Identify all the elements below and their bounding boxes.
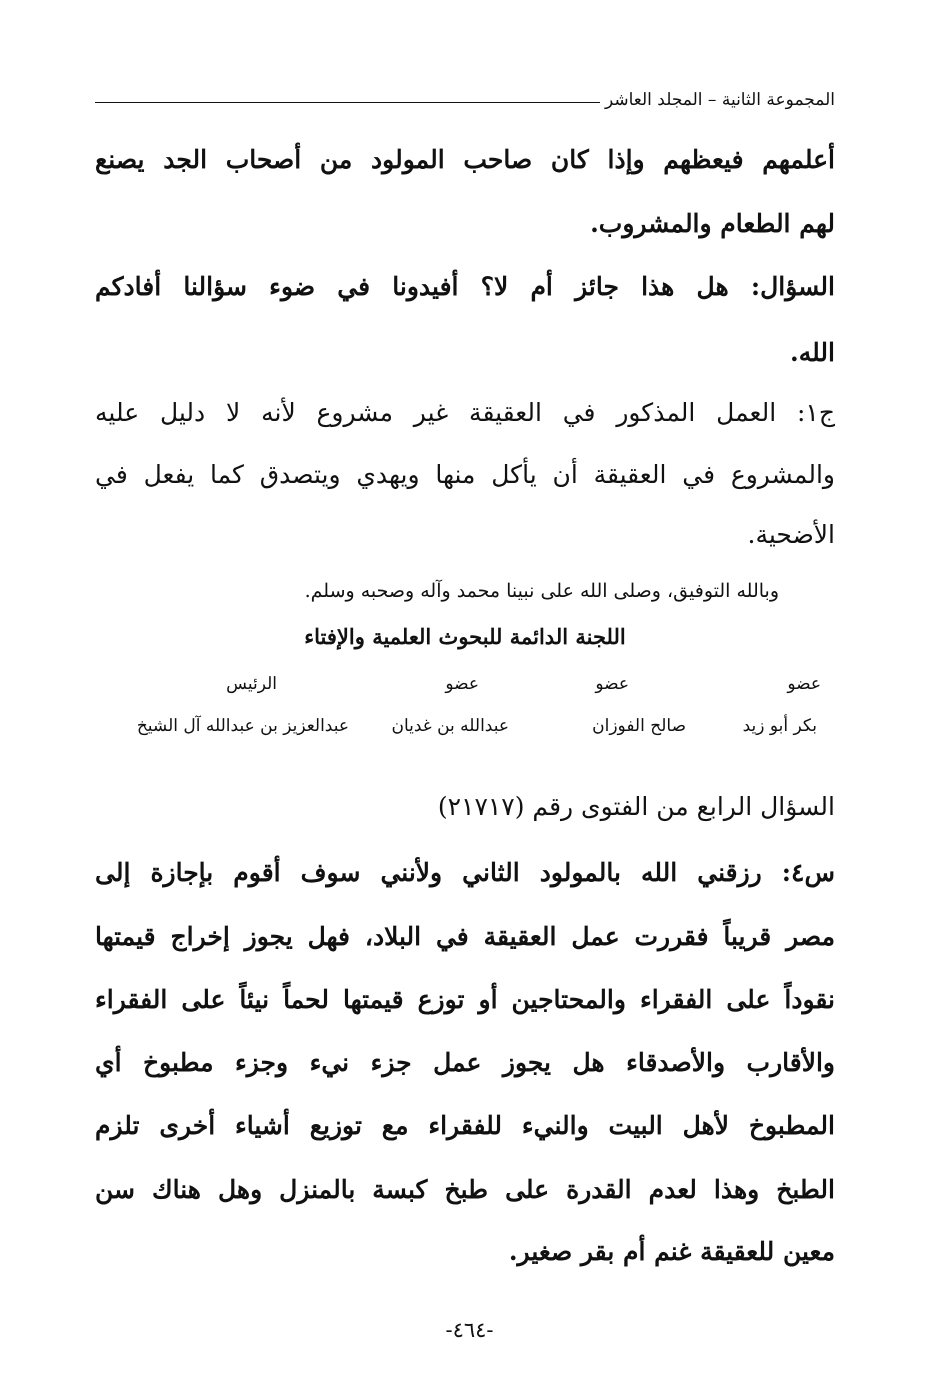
answer-line: والمشروع في العقيقة أن يأكل منها ويهدي ويتصدق كما يفعل في — [95, 460, 835, 489]
fatwa-line: نقوداً على الفقراء والمحتاجين أو توزع قيمتها لحماً نيئاً على الفقراء — [95, 985, 835, 1014]
running-header — [95, 84, 835, 116]
closing-line: وبالله التوفيق، وصلى الله على نبينا محمد وآله وصحبه وسلم. — [304, 580, 779, 602]
fatwa-line: س٤: رزقني الله بالمولود الثاني ولأنني سوف أقوم بإجازة إلى — [95, 858, 835, 887]
question-line: الله. — [790, 338, 835, 367]
fatwa-heading: السؤال الرابع من الفتوى رقم (٢١٧١٧) — [437, 792, 835, 821]
signatory-role: عضو — [445, 674, 479, 694]
signatory-role: عضو — [595, 674, 629, 694]
fatwa-line: مصر قريباً فقررت عمل العقيقة في البلاد، فهل يجوز إخراج قيمتها — [95, 922, 835, 951]
fatwa-line: الطبخ وهذا لعدم القدرة على طبخ كبسة بالمنزل وهل هناك سن — [95, 1175, 835, 1204]
fatwa-line: معين للعقيقة غنم أم بقر صغير. — [508, 1237, 835, 1266]
fatwa-line: المطبوخ لأهل البيت والنيء للفقراء مع توزيع أشياء أخرى تلزم — [95, 1111, 835, 1140]
signatory-name: بكر أبو زيد — [742, 716, 817, 736]
signatory-name: عبدالعزيز بن عبدالله آل الشيخ — [136, 716, 349, 736]
signatory-name: صالح الفوزان — [592, 716, 686, 736]
paragraph-line: لهم الطعام والمشروب. — [590, 209, 835, 238]
question-line: السؤال: هل هذا جائز أم لا؟ أفيدونا في ضوء سؤالنا أفادكم — [95, 272, 835, 301]
answer-line: ج١: العمل المذكور في العقيقة غير مشروع لأنه لا دليل عليه — [95, 398, 835, 427]
paragraph-line: أعلمهم فيعظهم وإذا كان صاحب المولود من أصحاب الجد يصنع — [95, 145, 835, 174]
fatwa-line: والأقارب والأصدقاء هل يجوز عمل جزء نيء وجزء مطبوخ أي — [95, 1048, 835, 1077]
signatory-role: الرئيس — [226, 674, 277, 694]
header-rule — [95, 102, 600, 103]
answer-line: الأضحية. — [747, 520, 835, 549]
header-title: المجموعة الثانية – المجلد العاشر — [604, 90, 835, 110]
signatory-role: عضو — [787, 674, 821, 694]
signatory-name: عبدالله بن غديان — [391, 716, 509, 736]
committee-title: اللجنة الدائمة للبحوث العلمية والإفتاء — [304, 624, 626, 649]
page-number: -٤٦٤- — [445, 1318, 494, 1342]
